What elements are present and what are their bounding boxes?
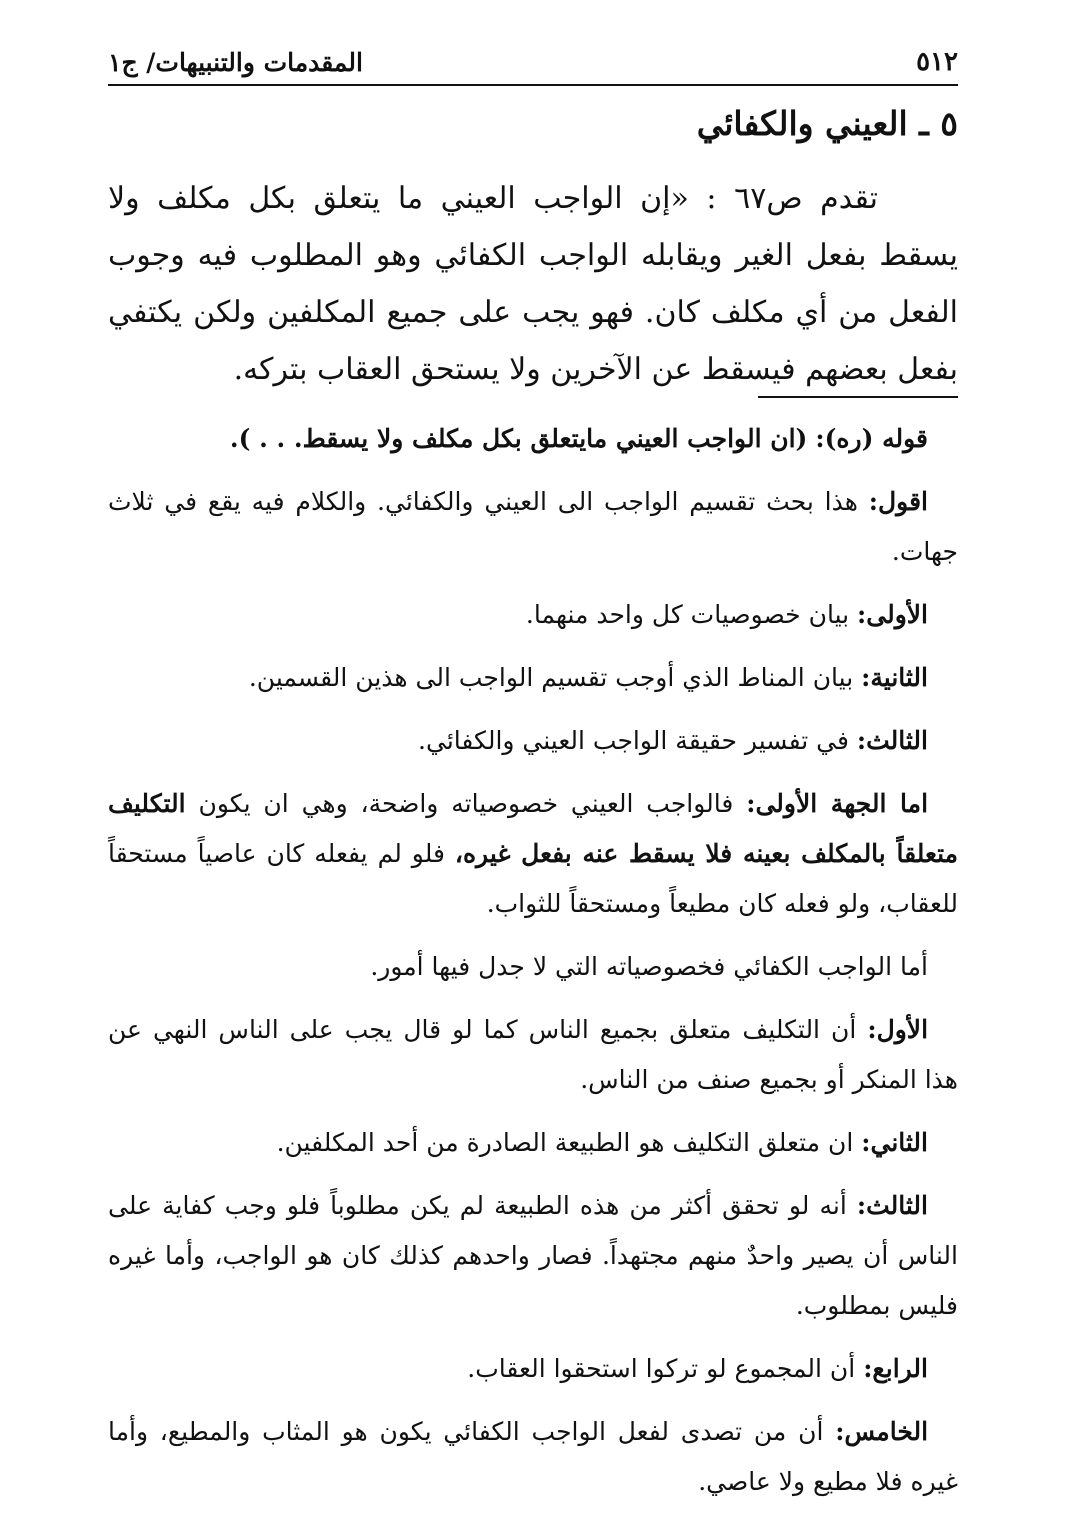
first-aspect-bold-text: التكليف متعلقاً بالمكلف بعينه فلا يسقط عنه بفعل غيره،: [108, 789, 958, 868]
main-text-paragraph: تقدم ص٦٧ : «إن الواجب العيني ما يتعلق بكل مكلف ولا يسقط بفعل الغير ويقابله الواجب الكفائي وهو المطلوب فيه وجوب الفعل من أي مكلف كان. فهو يجب على جميع المكلفين ولكن يكتفي بفعل بعضهم فيسقط عن الآخرين ولا يستحق العقاب بتركه.: [108, 181, 958, 387]
intro-label: اقول:: [868, 487, 928, 516]
point-label: الثاني:: [861, 1128, 928, 1157]
point-text: ان متعلق التكليف هو الطبيعة الصادرة من أحد المكلفين.: [276, 1128, 854, 1157]
footnote-separator: [758, 396, 958, 398]
kifai-intro-paragraph: أما الواجب الكفائي فخصوصياته التي لا جدل فيها أمور.: [370, 952, 928, 981]
point-label: الرابع:: [863, 1354, 928, 1383]
point-item: [108, 1181, 958, 1331]
first-aspect-text-continued: فلو لم يفعله كان عاصياً مستحقاً للعقاب، ولو فعله كان مطيعاً ومستحقاً للثواب.: [108, 839, 958, 918]
page-number: ٥١٢: [916, 47, 958, 77]
point-text: أن التكليف متعلق بجميع الناس كما لو قال يجب على الناس النهي عن هذا المنكر أو بجميع صنف من الناس.: [108, 1015, 958, 1094]
point-text: أن من تصدى لفعل الواجب الكفائي يكون هو المثاب والمطيع، وأما غيره فلا مطيع ولا عاصي.: [108, 1417, 958, 1496]
aspect-label: الثالث:: [856, 726, 928, 755]
page-header: [108, 40, 958, 86]
point-text: أنه لو تحقق أكثر من هذه الطبيعة لم يكن مطلوباً فلو وجب كفاية على الناس أن يصير واحدٌ منهم مجتهداً. فصار واحدهم كذلك كان هو الواجب، وأما غيره فليس بمطلوب.: [108, 1191, 958, 1320]
quote-paragraph: [108, 414, 958, 464]
quote-label: قوله (ره):: [815, 424, 928, 453]
aspect-item: [108, 653, 958, 703]
aspect-text: في تفسير حقيقة الواجب العيني والكفائي.: [418, 726, 849, 755]
intro-paragraph: [108, 477, 958, 577]
point-text: أن المجموع لو تركوا استحقوا العقاب.: [467, 1354, 856, 1383]
aspect-label: الثانية:: [861, 663, 928, 692]
first-aspect-paragraph: [108, 779, 958, 929]
aspect-text: بيان المناط الذي أوجب تقسيم الواجب الى هذين القسمين.: [248, 663, 854, 692]
running-title: المقدمات والتنبيهات/ ج١: [108, 47, 363, 77]
aspect-text: بيان خصوصيات كل واحد منهما.: [525, 600, 850, 629]
aspect-item: [108, 716, 958, 766]
document-page: [108, 0, 958, 1498]
intro-text: هذا بحث تقسيم الواجب الى العيني والكفائي. والكلام فيه يقع في ثلاث جهات.: [108, 487, 958, 566]
quote-text: (ان الواجب العيني مايتعلق بكل مكلف ولا يسقط. . . ).: [229, 424, 808, 453]
commentary: [108, 414, 958, 1520]
point-item: [108, 1407, 958, 1507]
first-aspect-label: اما الجهة الأولى:: [746, 789, 929, 818]
aspect-item: [108, 590, 958, 640]
aspect-label: الأولى:: [857, 600, 928, 629]
point-label: الثالث:: [856, 1191, 928, 1220]
point-item: [108, 1344, 958, 1394]
point-item: [108, 1005, 958, 1105]
section-title: ٥ ـ العيني والكفائي: [696, 104, 958, 143]
point-label: الأول:: [867, 1015, 929, 1044]
point-item: [108, 1118, 958, 1168]
point-label: الخامس:: [835, 1417, 929, 1446]
first-aspect-text: فالواجب العيني خصوصياته واضحة، وهي ان يكون: [198, 789, 734, 818]
